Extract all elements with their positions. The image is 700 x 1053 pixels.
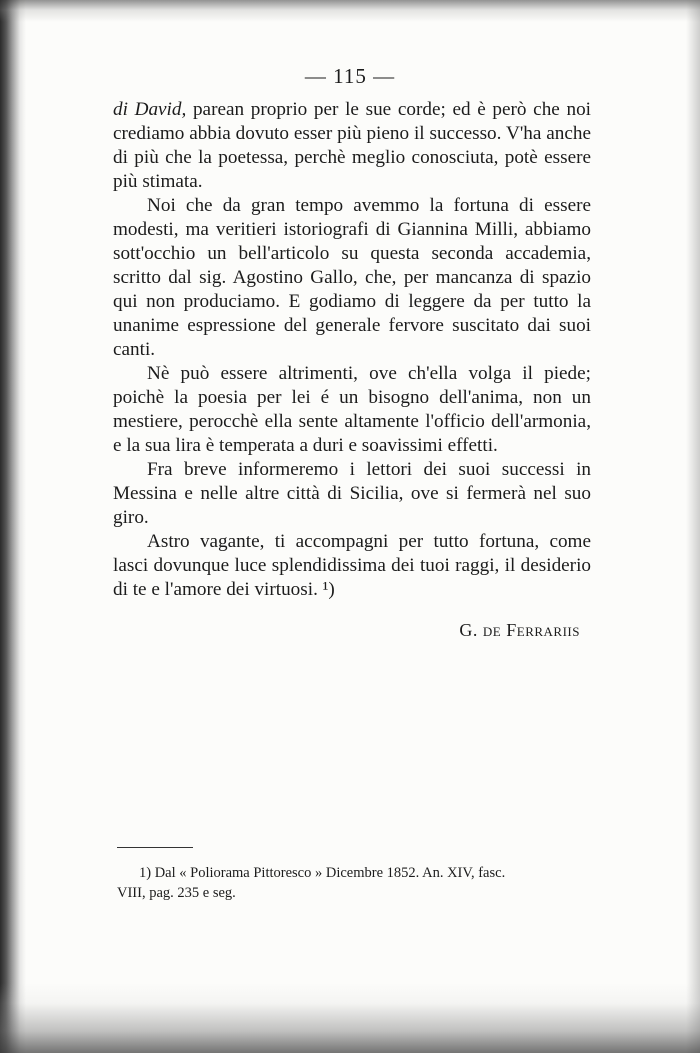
paragraph-1-text: parean proprio per le sue corde; ed è però che noi crediamo abbia dovuto esser più pieno il successo. V'ha anche di più che la poetessa, perchè meglio conosciuta, potè essere più stimata.	[113, 99, 591, 192]
scan-shadow-top	[0, 0, 700, 22]
footnote-line-2: VIII, pag. 235 e seg.	[117, 885, 236, 901]
paragraph-5: Astro vagante, ti accompagni per tutto fortuna, come lasci dovunque luce splendidissima dei tuoi raggi, il desiderio di te e l'amore dei virtuosi. ¹)	[113, 531, 591, 600]
author-signature	[400, 620, 580, 641]
paragraph-2: Noi che da gran tempo avemmo la fortuna di essere modesti, ma veritieri istoriografi di Giannina Milli, abbiamo sott'occhio un bell'articolo su questa seconda accademia, scritto dal sig. Agostino Gallo, che, per mancanza di spazio qui non produciamo. E godiamo di leggere da per tutto la unanime espressione del generale fervore suscitato dai suoi canti.	[113, 195, 591, 360]
paragraph-1	[113, 98, 591, 194]
signature-text: G. de Ferrariis	[459, 620, 580, 640]
footnote-line-1: 1) Dal « Poliorama Pittoresco » Dicembre 1852. An. XIV, fasc.	[139, 865, 506, 881]
scan-shadow-right	[686, 0, 700, 1053]
page-number: — 115 —	[304, 64, 396, 88]
body-text	[113, 98, 591, 602]
footnote	[117, 863, 591, 903]
scan-shadow-left	[0, 0, 26, 1053]
footnote-divider	[117, 847, 193, 848]
paragraph-1-italic: di David,	[113, 99, 187, 120]
paragraph-3: Nè può essere altrimenti, ove ch'ella volga il piede; poichè la poesia per lei é un bisogno dell'anima, non un mestiere, perocchè ella sente altamente l'officio dell'armonia, e la sua lira è temperata a duri e soavissimi effetti.	[113, 363, 591, 456]
paragraph-4: Fra breve informeremo i lettori dei suoi successi in Messina e nelle altre città di Sicilia, ove si fermerà nel suo giro.	[113, 459, 591, 528]
scan-shadow-bottom	[0, 983, 700, 1053]
